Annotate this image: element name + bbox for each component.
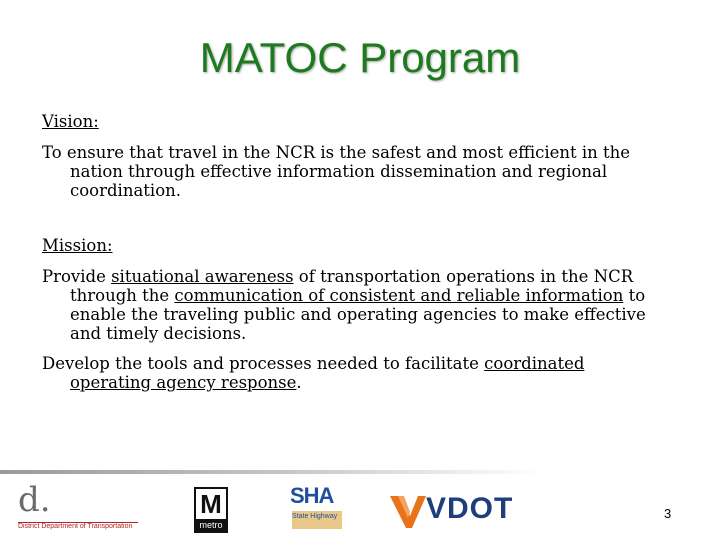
mission-label: Mission: — [42, 236, 113, 255]
mission-paragraph-2 — [42, 354, 662, 392]
ddot-logo-letter: d. — [18, 480, 51, 520]
text-run: Provide — [42, 267, 112, 286]
ddot-logo-name: District Department of Transportation — [18, 523, 133, 530]
underlined-phrase: communication of consistent and reliable information — [174, 286, 624, 305]
underlined-phrase: coordinated operating agency response — [70, 354, 585, 392]
mission-section — [42, 236, 662, 392]
vision-text: To ensure that travel in the NCR is the safest and most efficient in the nation through effective information dissemination and regional coordination. — [42, 143, 631, 200]
vision-label: Vision: — [42, 112, 99, 131]
text-run: . — [296, 373, 302, 392]
sha-logo — [290, 483, 346, 533]
metro-logo — [194, 487, 228, 533]
mission-paragraph-1 — [42, 267, 662, 343]
ddot-logo — [18, 480, 143, 532]
page-number: 3 — [664, 506, 672, 521]
sha-logo-sub: State Highway — [292, 513, 338, 520]
page-title: MATOC Program — [199, 34, 521, 81]
vdot-v-icon — [388, 490, 428, 530]
metro-logo-letter: M — [196, 489, 226, 519]
text-run: Develop the tools and processes needed to facilitate — [42, 354, 485, 373]
vdot-logo-text: VDOT — [426, 492, 514, 525]
vision-section — [42, 112, 662, 200]
text-run: to enable the traveling public and operating agencies to make effective and timely decisions. — [70, 286, 646, 343]
vdot-logo — [388, 490, 528, 530]
text-run: of transportation operations in the NCR through the — [70, 267, 634, 305]
underlined-phrase: situational awareness — [111, 267, 294, 286]
sha-logo-letters: SHA — [290, 483, 334, 508]
metro-logo-word: metro — [199, 520, 223, 530]
